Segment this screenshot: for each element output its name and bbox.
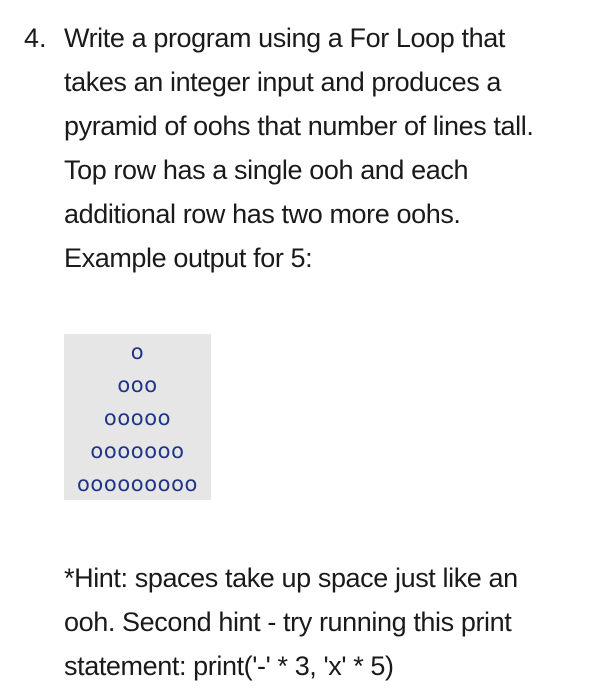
pyramid-row: ooooooo bbox=[90, 439, 185, 463]
pyramid-row: ooo bbox=[117, 373, 158, 397]
pyramid-row: o bbox=[130, 340, 145, 364]
question-line: additional row has two more oohs. bbox=[64, 199, 461, 229]
hint-line: statement: print('-' * 3, 'x' * 5) bbox=[64, 651, 394, 681]
pyramid-output bbox=[64, 336, 211, 501]
hint-text bbox=[64, 556, 604, 688]
question-text bbox=[64, 16, 604, 280]
pyramid-row: ooooooooo bbox=[76, 472, 199, 496]
example-output-box bbox=[64, 334, 211, 500]
question-line: pyramid of oohs that number of lines tall. bbox=[64, 111, 534, 141]
question-line: takes an integer input and produces a bbox=[64, 67, 502, 97]
pyramid-row: ooooo bbox=[103, 406, 172, 430]
question-line: Example output for 5: bbox=[64, 243, 313, 273]
question-line: Write a program using a For Loop that bbox=[64, 23, 505, 53]
question-number: 4. bbox=[24, 23, 47, 53]
hint-line: ooh. Second hint - try running this print bbox=[64, 607, 512, 637]
question-line: Top row has a single ooh and each bbox=[64, 155, 469, 185]
hint-line: *Hint: spaces take up space just like an bbox=[64, 563, 518, 593]
